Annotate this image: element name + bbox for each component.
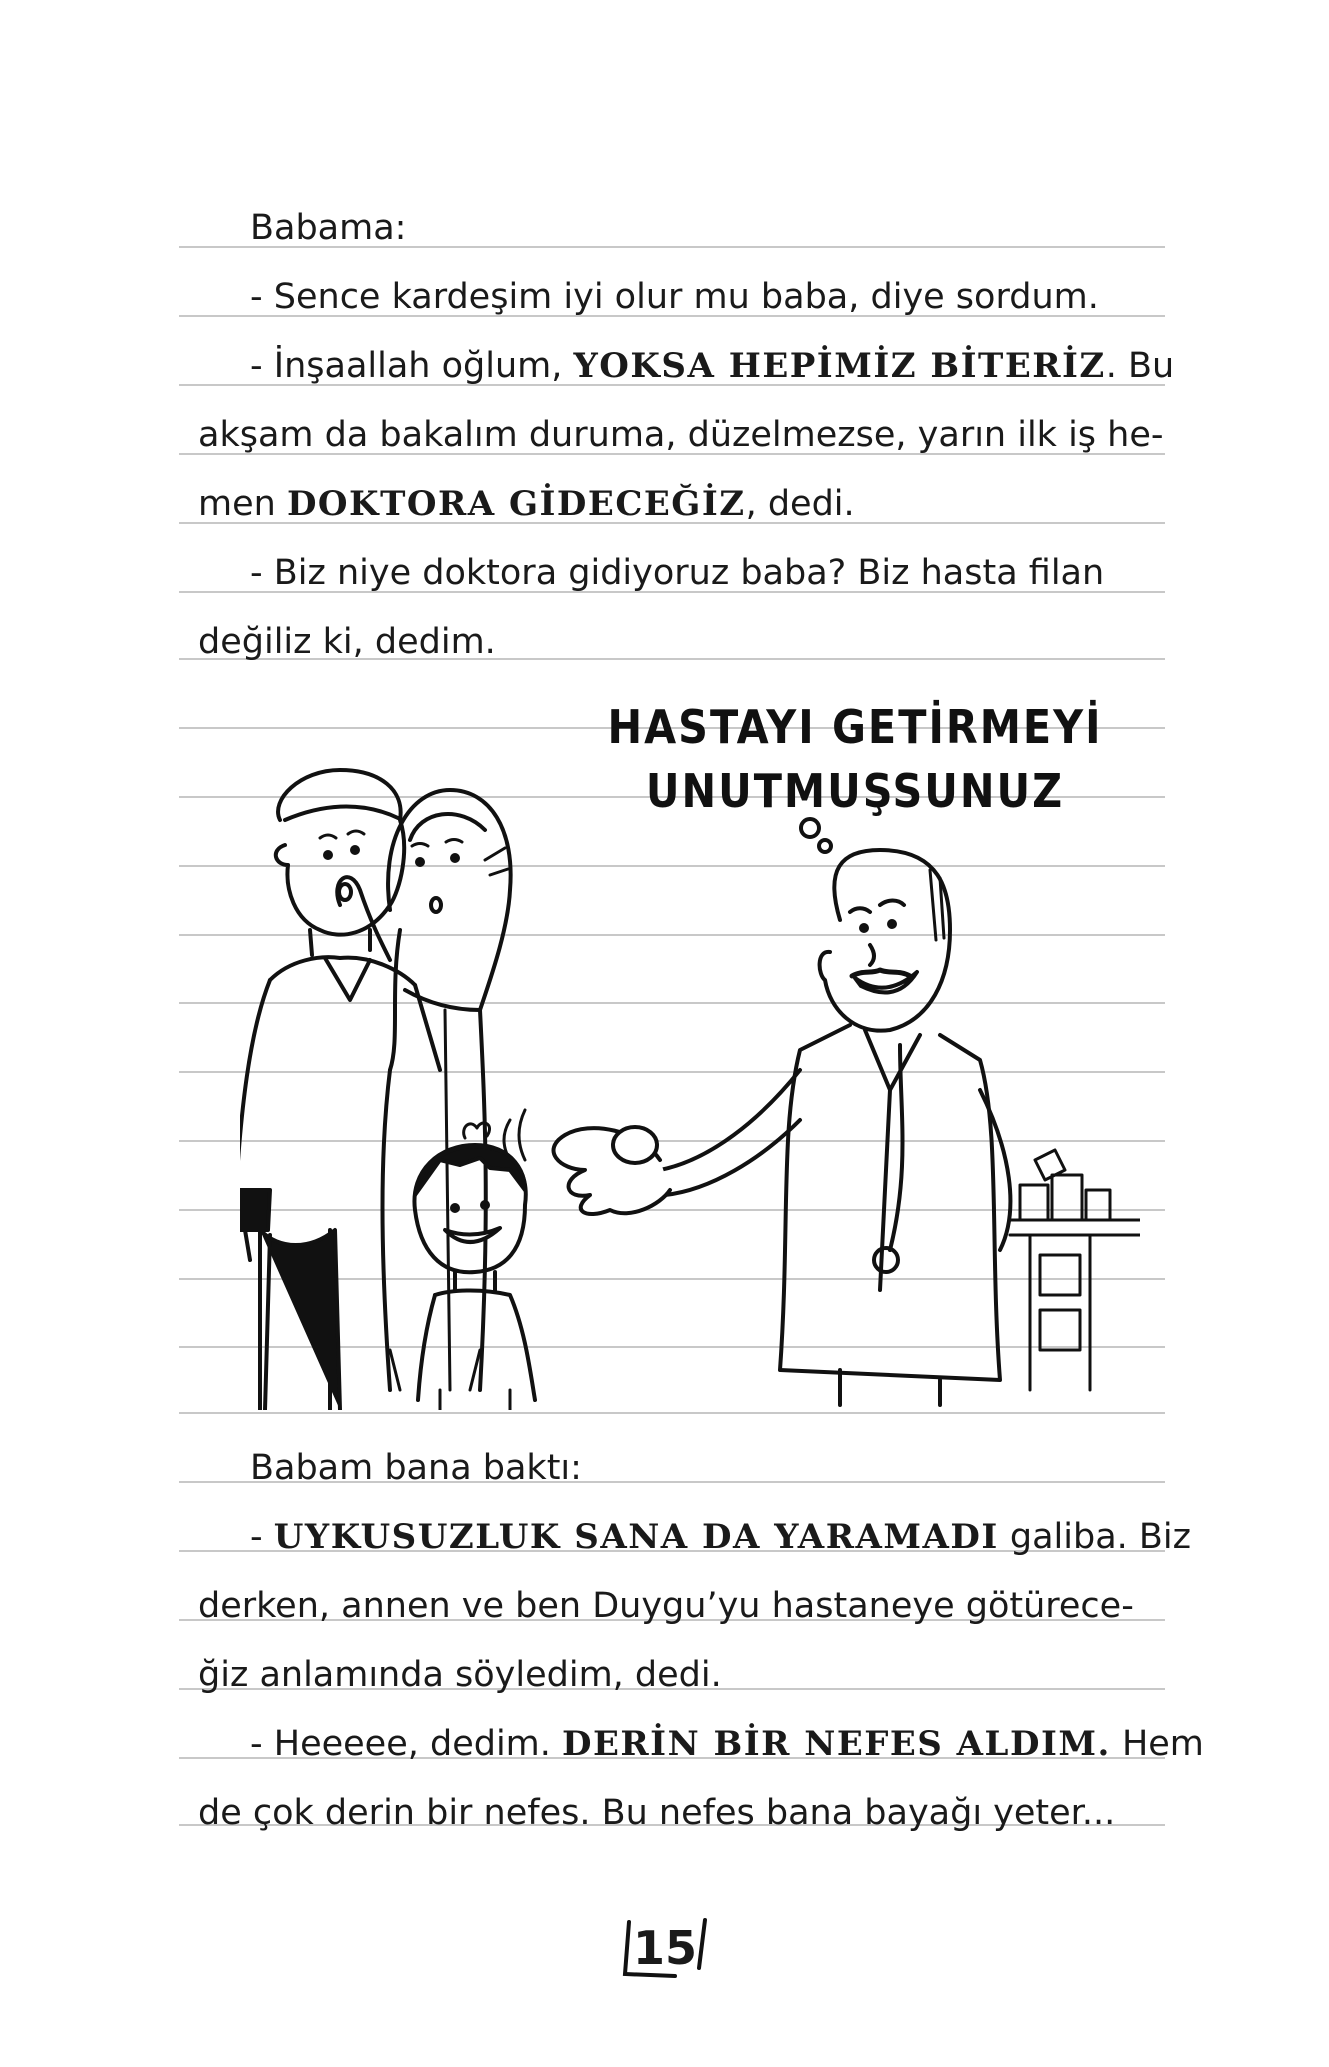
doctor <box>504 850 1010 1405</box>
text-line <box>198 194 1144 263</box>
line-text: - Sence kardeşim iyi olur mu baba, diye sordum. <box>250 277 1099 317</box>
bold-phrase: UYKUSUZLUK SANA DA YARAMADI <box>273 1517 999 1557</box>
line-text: değiliz ki, dedim. <box>198 622 496 662</box>
line-text: - İnşaallah oğlum, <box>250 346 574 386</box>
line-text: Babama: <box>250 208 407 248</box>
bold-phrase: YOKSA HEPİMİZ BİTERİZ <box>573 346 1106 386</box>
text-line <box>198 608 1144 677</box>
line-text: . Bu <box>1105 346 1175 386</box>
text-line <box>198 1641 1144 1710</box>
thought-line-1: HASTAYI GETİRMEYİ <box>607 700 1103 754</box>
line-text: - <box>250 1517 274 1557</box>
thought-bubble <box>819 840 831 852</box>
line-text: - Heeeee, dedim. <box>250 1724 563 1764</box>
text-line <box>198 470 1144 539</box>
text-line <box>198 1779 1144 1848</box>
page-number <box>615 1916 715 1980</box>
bold-phrase: DOKTORA GİDECEĞİZ <box>286 484 746 524</box>
medicine-cabinet <box>1010 1150 1140 1390</box>
line-text: derken, annen ve ben Duygu’yu hastaneye götürece- <box>198 1586 1134 1626</box>
page-number-text: 15 <box>632 1921 697 1975</box>
bold-phrase: DERİN BİR NEFES ALDIM. <box>562 1724 1111 1764</box>
text-line <box>198 1503 1191 1572</box>
father <box>240 770 440 1410</box>
line-text: , dedi. <box>745 484 855 524</box>
text-line <box>198 1572 1144 1641</box>
line-text: de çok derin bir nefes. Bu nefes bana bayağı yeter... <box>198 1793 1116 1833</box>
line-text: Babam bana baktı: <box>250 1448 582 1488</box>
text-line <box>198 263 1144 332</box>
rule-line <box>179 1412 1165 1414</box>
text-line <box>198 1710 1204 1779</box>
line-text: galiba. Biz <box>998 1517 1191 1557</box>
line-text: akşam da bakalım duruma, düzelmezse, yarın ilk iş he- <box>198 415 1164 455</box>
text-line <box>198 401 1164 470</box>
family-doctor-illustration <box>240 690 1140 1410</box>
thought-bubble <box>801 819 819 837</box>
line-text: ğiz anlamında söyledim, dedi. <box>198 1655 722 1695</box>
thought-line-2: UNUTMUŞSUNUZ <box>645 764 1065 818</box>
line-text: - Biz niye doktora gidiyoruz baba? Biz hasta filan <box>250 553 1105 593</box>
text-line <box>198 332 1175 401</box>
text-line <box>198 1434 1144 1503</box>
text-line <box>198 539 1144 608</box>
line-text: men <box>198 484 287 524</box>
line-text: Hem <box>1110 1724 1204 1764</box>
